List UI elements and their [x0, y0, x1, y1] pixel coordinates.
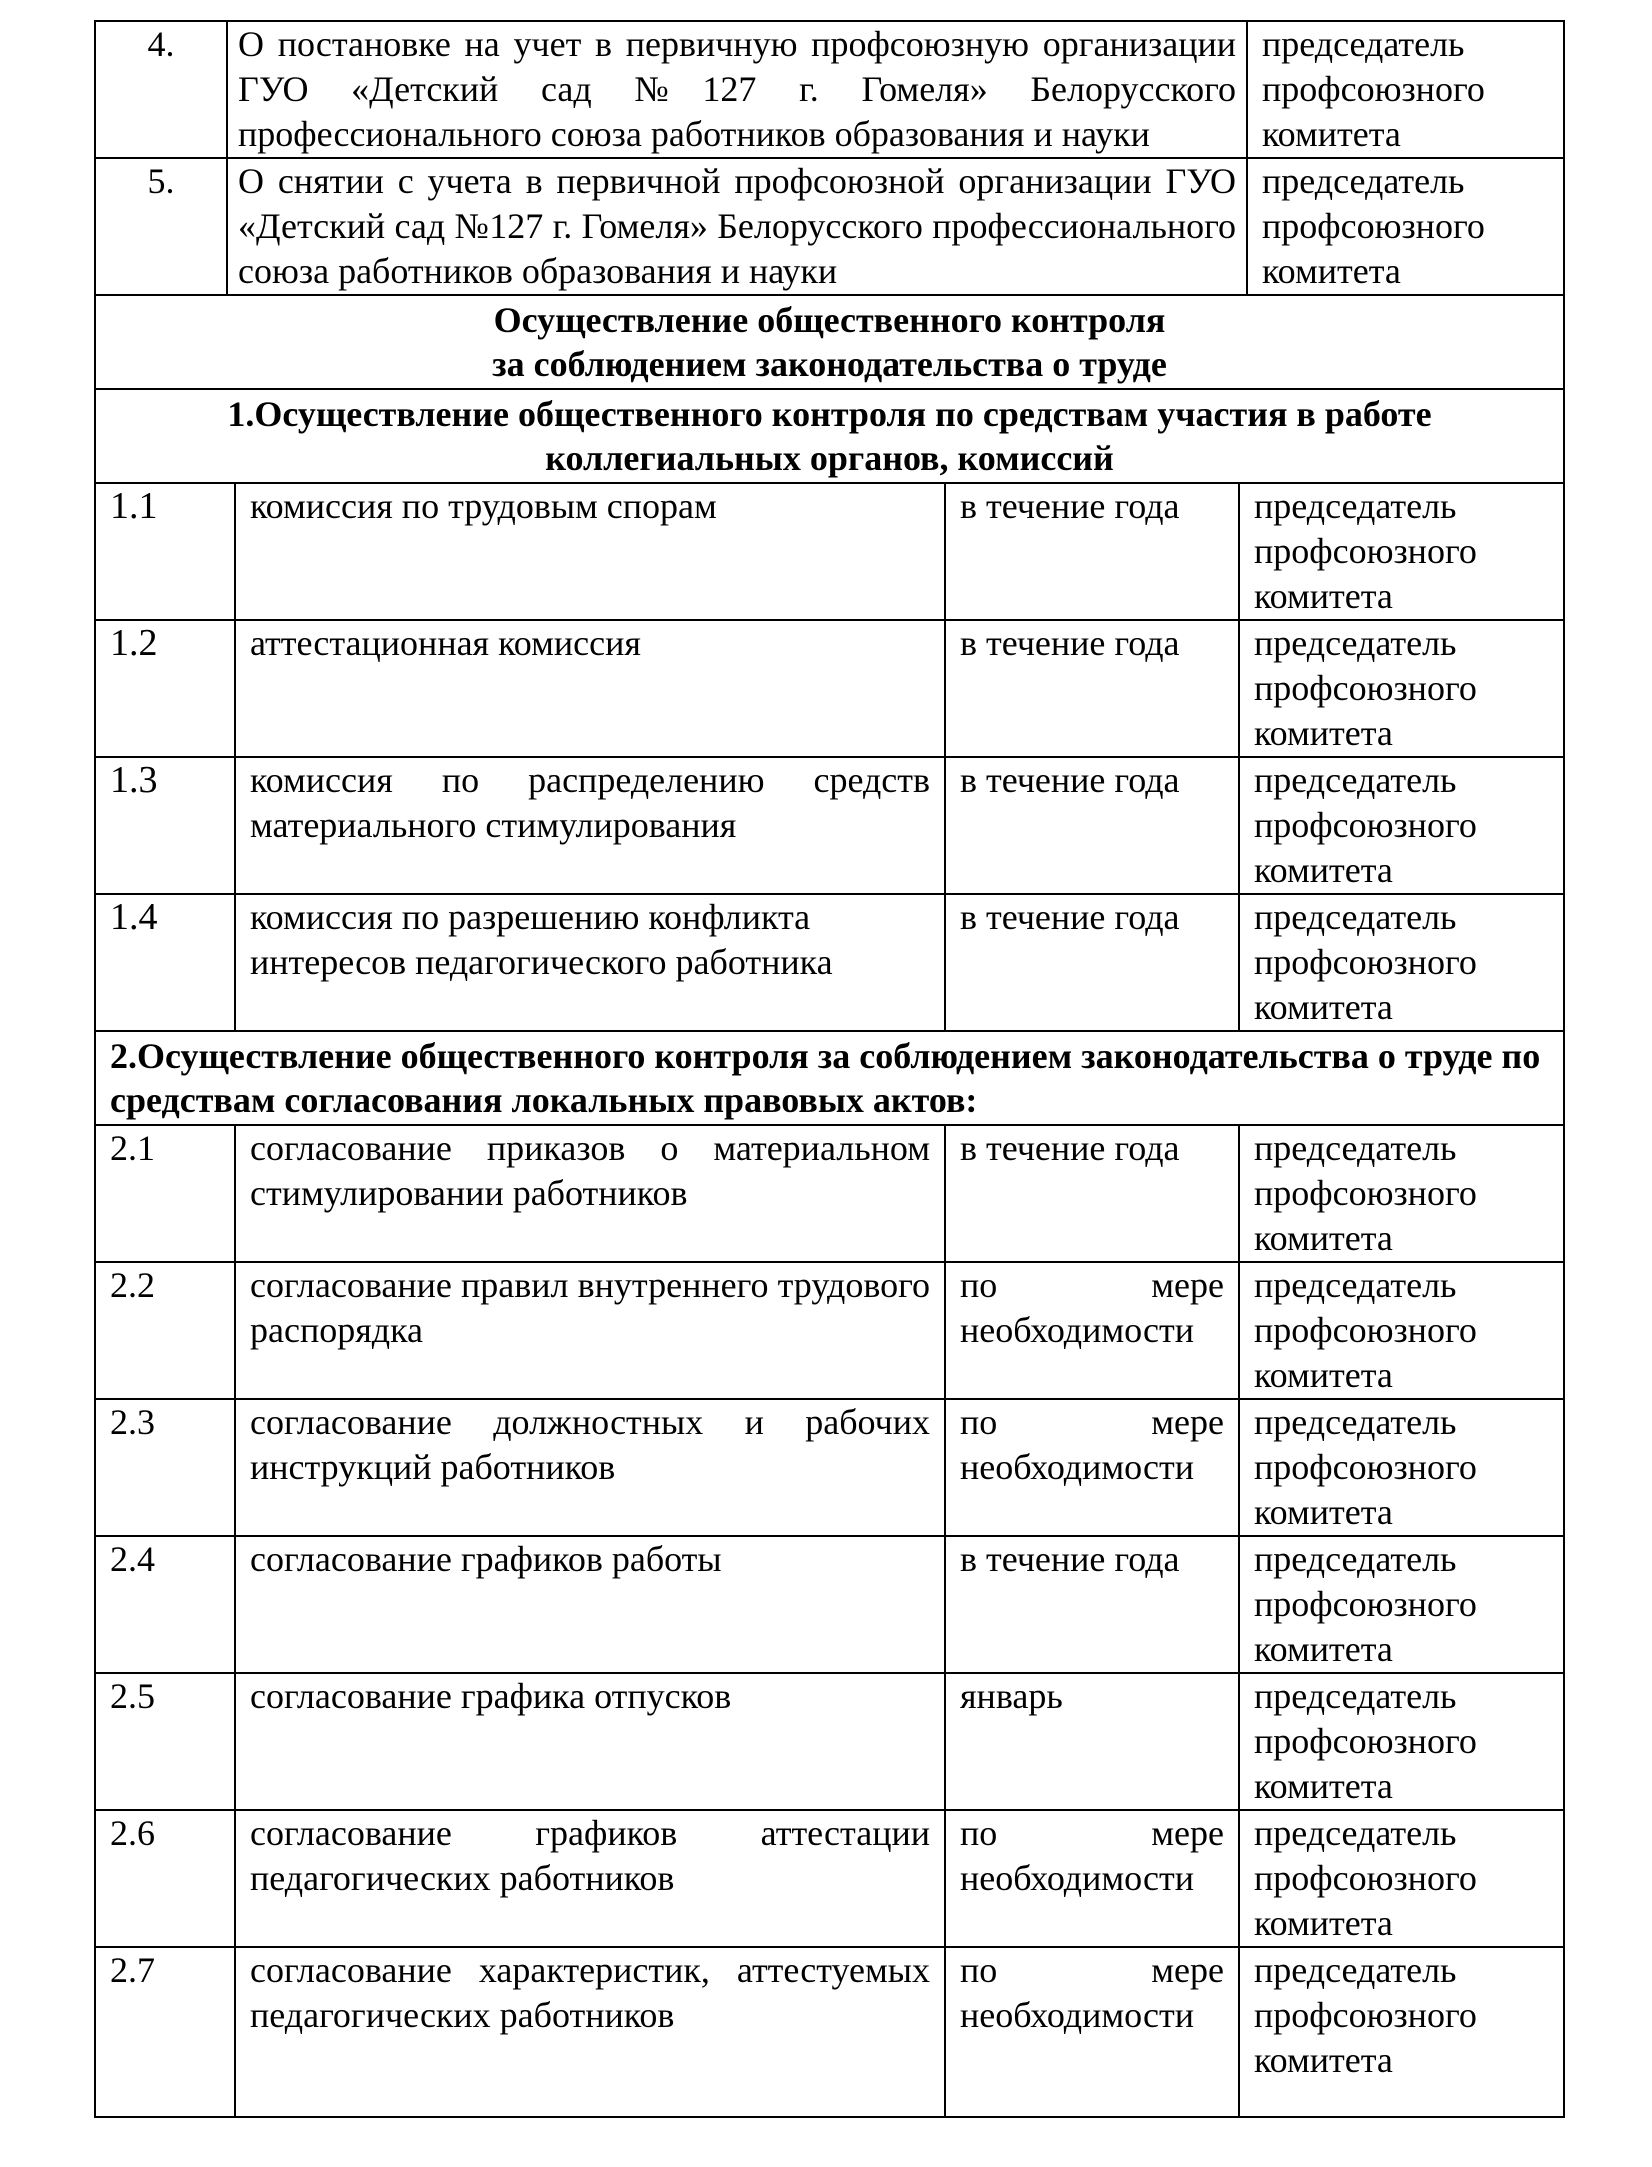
row-responsible: председатель профсоюзного комитета — [1238, 895, 1563, 1030]
row-text: согласование характеристик, аттестуемых педагогических работников — [234, 1948, 944, 2116]
table-row — [96, 1126, 1563, 1263]
row-text: согласование правил внутреннего трудового распорядка — [234, 1263, 944, 1398]
row-term: январь — [944, 1674, 1238, 1809]
table-row — [96, 895, 1563, 1032]
table-row — [96, 1400, 1563, 1537]
row-number: 2.4 — [110, 1539, 155, 1579]
row-responsible: председатель профсоюзного комитета — [1238, 1674, 1563, 1809]
row-number: 1.4 — [110, 896, 158, 938]
table-row — [96, 1674, 1563, 1811]
document-page — [94, 20, 1565, 2118]
table-row — [96, 22, 1563, 159]
row-responsible: председатель профсоюзного комитета — [1238, 1537, 1563, 1672]
row-number: 1.3 — [110, 759, 158, 801]
table-row — [96, 1811, 1563, 1948]
row-responsible: председатель профсоюзного комитета — [1238, 1400, 1563, 1535]
row-responsible: председатель профсоюзного комитета — [1238, 1811, 1563, 1946]
row-term: по мере необходимости — [944, 1948, 1238, 2116]
row-text: О снятии с учета в первичной профсоюзной организации ГУО «Детский сад №127 г. Гомеля» Белорусского профессионального союза работников образования и науки — [226, 159, 1246, 294]
row-number: 2.6 — [110, 1813, 155, 1853]
top-table — [94, 20, 1565, 484]
row-number: 1.1 — [110, 485, 158, 527]
section1-title: 1.Осуществление общественного контроля по средствам участия в работе коллегиальных органов, комиссий — [96, 390, 1563, 484]
table-row — [96, 1537, 1563, 1674]
row-text: согласование приказов о материальном стимулировании работников — [234, 1126, 944, 1261]
main-heading-line1: Осуществление общественного контроля — [493, 300, 1166, 340]
table-row — [96, 484, 1563, 621]
row-text: аттестационная комиссия — [234, 621, 944, 756]
row-responsible: председатель профсоюзного комитета — [1246, 159, 1563, 294]
row-responsible: председатель профсоюзного комитета — [1238, 1948, 1563, 2116]
row-responsible: председатель профсоюзного комитета — [1238, 1263, 1563, 1398]
table-row — [96, 1948, 1563, 2118]
row-number: 2.1 — [110, 1128, 155, 1168]
table-row — [96, 159, 1563, 296]
table-row — [96, 1263, 1563, 1400]
row-text: О постановке на учет в первичную профсоюзную организации ГУО «Детский сад №127 г. Гомеля» Белорусского профессионального союза работников образования и науки — [226, 22, 1246, 157]
row-number: 4. — [147, 24, 175, 64]
row-number: 2.2 — [110, 1265, 155, 1305]
section2-title: 2.Осуществление общественного контроля за соблюдением законодательства о труде по средствам согласования локальных правовых актов: — [96, 1032, 1563, 1126]
row-responsible: председатель профсоюзного комитета — [1238, 621, 1563, 756]
row-text: комиссия по распределению средств материального стимулирования — [234, 758, 944, 893]
table-row — [96, 621, 1563, 758]
row-term: по мере необходимости — [944, 1400, 1238, 1535]
row-text: согласование должностных и рабочих инструкций работников — [234, 1400, 944, 1535]
row-responsible: председатель профсоюзного комитета — [1238, 484, 1563, 619]
row-text: согласование графика отпусков — [234, 1674, 944, 1809]
row-term: в течение года — [944, 758, 1238, 893]
row-text: согласование графиков работы — [234, 1537, 944, 1672]
row-term: в течение года — [944, 895, 1238, 1030]
section2-table — [94, 1126, 1565, 2118]
section1-table — [94, 484, 1565, 1126]
row-term: в течение года — [944, 1537, 1238, 1672]
row-text: согласование графиков аттестации педагогических работников — [234, 1811, 944, 1946]
row-text: комиссия по трудовым спорам — [234, 484, 944, 619]
main-heading — [96, 296, 1563, 390]
row-term: в течение года — [944, 1126, 1238, 1261]
row-term: в течение года — [944, 621, 1238, 756]
row-term: по мере необходимости — [944, 1811, 1238, 1946]
row-term: в течение года — [944, 484, 1238, 619]
row-responsible: председатель профсоюзного комитета — [1238, 1126, 1563, 1261]
main-heading-line2: за соблюдением законодательства о труде — [492, 344, 1167, 384]
row-number: 5. — [147, 161, 175, 201]
row-number: 2.7 — [110, 1950, 155, 1990]
row-responsible: председатель профсоюзного комитета — [1238, 758, 1563, 893]
row-number: 1.2 — [110, 622, 158, 664]
row-responsible: председатель профсоюзного комитета — [1246, 22, 1563, 157]
row-text: комиссия по разрешению конфликта интересов педагогического работника — [234, 895, 944, 1030]
table-row — [96, 758, 1563, 895]
row-number: 2.3 — [110, 1402, 155, 1442]
row-term: по мере необходимости — [944, 1263, 1238, 1398]
row-number: 2.5 — [110, 1676, 155, 1716]
